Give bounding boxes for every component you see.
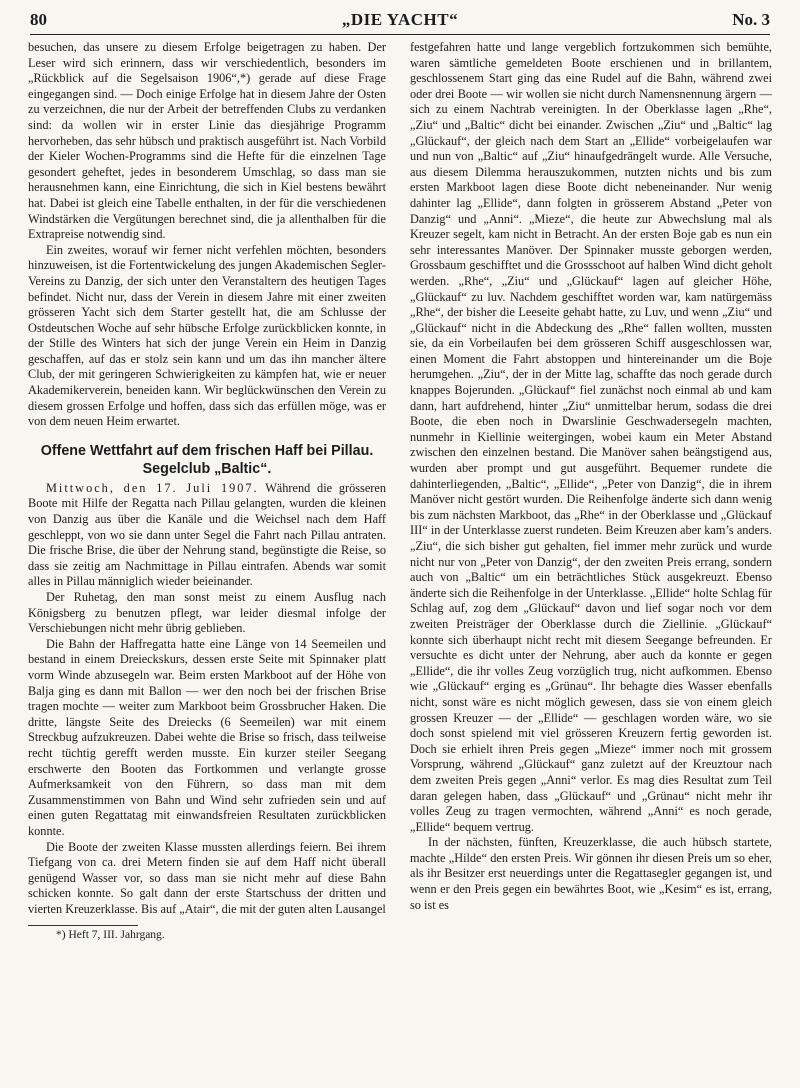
paragraph: Der Ruhetag, den man sonst meist zu einem Ausflug nach Königsberg zu benutzen pflegt, war leider diesmal infolge der Verschiebungen nicht mehr übrig geblieben.	[28, 590, 386, 636]
page-number: 80	[30, 10, 47, 29]
left-column	[28, 40, 386, 942]
paragraph: Ein zweites, worauf wir ferner nicht verfehlen möchten, besonders hinzuweisen, ist die Fortentwickelung des jungen Akademischen Segler-Vereins zu Danzig, der sich unter den Veranstaltern des heutigen Tages befindet. Nicht nur, dass der Verein in diesem Jahre mit einer zweiten grösseren Yacht sich dem Starter gestellt hat, die am Schlusse der Ostdeutschen Woche auf sehr hübsche Erfolge zurückblicken konnte, in der Stille des Winters hat sich der junge Verein ein Heim in Danzig geschaffen, auf das er stolz sein kann und um das ihn mancher ältere Club, der mit geringeren Schwierigkeiten zu kämpfen hat, wie er neuer Akademikerverein, beneiden kann. Wir beglückwünschen den Verein zu diesem grossen Erfolge und hoffen, dass sich das erfüllen möge, was er von dem neuen Heim erwartet.	[28, 242, 386, 429]
report-date: Mittwoch, den 17. Juli 1907.	[46, 480, 259, 495]
footnote-divider	[28, 925, 138, 926]
paragraph: Die Bahn der Haffregatta hatte eine Länge von 14 Seemeilen und bestand in einem Dreieckskurs, dessen erste Seite mit Spinnaker platt vorm Winde abzusegeln war. Beim ersten Markboot auf der Höhe von Balja ging es dann mit Ballon — wer den noch bei der frischen Brise tragen mochte — weiter zum Markboot beim Grossbrucher Haken. Die dritte, längste Seite des Dreiecks (6 Seemeilen) war mit einem Streckbug aufzukreuzen. Dabei wehte die Brise so frisch, dass teilweise recht tüchtig gerefft werden musste. Ein kurzer steiler Seegang erschwerte den Booten das Fortkommen und verlangte grosse Aufmerksamkeit von den Führern, so dass man mit dem Zusammenstimmen von Bahn und Wind sehr zufrieden sein und auf einen guten Regattatag mit einwandsfreien Resultaten zurückblicken konnte.	[28, 636, 386, 838]
paragraph: besuchen, das unsere zu diesem Erfolge beigetragen zu haben. Der Leser wird sich erinnern, dass wir verschiedentlich, besonders im „Rückblick auf die Segelsaison 1906“,*) gerade auf diese Frage eingegangen sind. — Doch einige Erfolge hat in diesem Jahre der Osten zu verzeichnen, die nur der Arbeit der betreffenden Clubs zu verdanken sind: da wollen wir in erster Linie das diesjährige Programm hervorheben, das sehr hübsch und praktisch ausgeführt ist. Nach Vorbild der Kieler Wochen-Programms sind die Hefte für die einzelnen Tage gesondert geheftet, jedes in besonderem Umschlag, so dass man sie herausnehmen kann, eine Einrichtung, die sich in Kiel bestens bewährt hat. Dabei ist gleich eine Tabelle enthalten, in der für die verschiedenen Windstärken die Vergütungen berechnet sind, die ja allenthalben für die Extrapreise notwendig sind.	[28, 40, 386, 242]
paragraph	[28, 481, 386, 590]
issue-number: No. 3	[732, 10, 770, 29]
section-heading: Offene Wettfahrt auf dem frischen Haff bei Pillau. Segelclub „Baltic“.	[40, 442, 374, 477]
journal-title: „DIE YACHT“	[341, 10, 459, 29]
paragraph: festgefahren hatte und lange vergeblich fortzukommen sich bemühte, waren sämtliche gemeldeten Boote erschienen und in brillantem, geschlossenem Start ging das eine Rudel auf die Bahn, während zwei oder drei Boote — wir wollen sie nicht durch Namensnennung ärgern — sich zu einem Nachtrab vereinigten. In der Oberklasse lagen „Rhe“, „Ziu“ und „Baltic“ dicht bei einander. Zwischen „Ziu“ und „Baltic“ lag „Glückauf“, der gleich nach dem Start an „Ellide“ vorbeigelaufen war und nun von „Baltic“ auf „Ziu“ hinaufgedrängelt wurde. Alle Versuche, aus diesem Dilemma herauszukommen, nutzten nichts und bis zum ersten Markboot lagen diese Boote dicht nebeneinander. Nur wenig dahinter lag „Ellide“, dann folgten in grösserem Abstand „Peter von Danzig“ und „Anni“. „Mieze“, die heute zur Abwechslung mal als Kreuzer segelt, kam nicht in Betracht. An der ersten Boje gab es nun ein sehr interessantes Manöver. Der Spinnaker musste geborgen werden, Grossbaum geschifftet und die Grossschoot auf halben Wind dicht geholt werden. „Rhe“, „Ziu“ und „Glückauf“ lagen auf gleicher Höhe, „Glückauf“ zu luv. Nachdem geschifftet worden war, kam natürgemäss „Rhe“, der bisher die Leeseite gehabt hatte, zu Luv, und wenn „Ziu“ und „Glückauf“ nicht in die Abdeckung des „Rhe“ fallen wollten, mussten sie, da ein Vorbeilaufen bei dem grösseren Schiff ausgeschlossen war, einen Moment die Fahrt abstoppen und hintereinander um die Boje herumgehen. „Ziu“, der in der Mitte lag, schaffte das noch gerade durch knappes Bojerunden. „Glückauf“ fiel zunächst noch einmal ab und kam dann, hart aufdrehend, hinter „Ziu“ unmittelbar herum, sodass die drei Boote, die eben noch in Dwarslinie Geschwadersegeln machten, nunmehr in Kiellinie weitergingen, wobei kaum ein Meter Abstand zwischen den einzelnen bestand. Die Manöver sahen beängstigend aus, wurden aber prompt und gut ausgeführt. Bequemer rundete die dahinterliegenden, „Baltic“, „Ellide“, „Peter von Danzig“, die in ihrem Manöver nicht gestört wurden. Die Reihenfolge änderte sich dann wenig bis zum nächsten Markboot, das „Rhe“ in der Oberklasse und „Glückauf III“ in der Unterklasse zuerst rundeten. Beim Kreuzen aber kam’s anders. „Ziu“, die sich bisher gut gehalten, fiel immer mehr zurück und wurde nicht nur von „Peter von Danzig“, der den zweiten Preis errang, sondern auch von „Baltic“ um ein beträchtliches Stück ausgekreuzt. Ebenso änderte sich die Reihenfolge in der Unterklasse. „Ellide“ holte Schlag für Schlag auf, zog dem „Glückauf“ davon und lief sogar noch vor dem zweiten Preisträger der Oberklasse durch die Ziellinie. „Glückauf“ konnte sich überhaupt nicht recht mit diesem Seegange befreunden. Er versuchte es dicht unter der Nehrung, aber auch da konnte er gegen „Ellide“, die ihr volles Zeug vorzüglich trug, nicht aufkommen. Ebenso wie „Glückauf“ erging es „Grünau“. Ihr behagte dies Wasser ebenfalls nicht, sonst wäre es nicht möglich gewesen, dass sie von einem gleich grossen Kreuzer — der „Ellide“ — geschlagen worden wäre, wo sie doch sonst spielend mit viel grösseren Kreuzern fertig geworden ist. Doch sie erhielt ihren Preis gegen „Mieze“ immer noch mit grossem Vorsprung, während „Glückauf“ ganz zuletzt auf der Kreuztour nach dem zweiten Preis gegen „Anni“ verlor. Es mag dies Resultat zum Teil daran gelegen haben, dass „Glückauf“ und „Grünau“ nicht mehr ihr volles Zeug zu tragen vermochten, während „Anni“ es noch gerade, „Ellide“ bequem vertrug.	[410, 40, 772, 834]
paragraph: In der nächsten, fünften, Kreuzerklasse, die auch hübsch startete, machte „Hilde“ den ersten Preis. Wir gönnen ihr diesen Preis um so eher, als ihr Besitzer erst neuerdings unter die Regattasegler gegangen ist, und wenn er den Preis gegen ein bewährtes Boot, wie „Kesim“ es ist, errang, so ist es	[410, 835, 772, 912]
paragraph-text: Während die grösseren Boote mit Hilfe der Regatta nach Pillau gelangten, wurden die kleinen von Danzig aus über die Kanäle und die Weichsel nach dem Haff geschleppt, von wo sie dann unter Segel die Fahrt nach Pillau antraten. Die frische Brise, die über der Nehrung stand, begünstigte die Reise, so dass sie zeitig am Nachmittage in Pillau eintrafen. Abends war somit alles in Pillau männiglich wieder beieinander.	[28, 480, 386, 589]
paragraph: Die Boote der zweiten Klasse mussten allerdings feiern. Bei ihrem Tiefgang von ca. drei Metern finden sie auf dem Haff nicht überall genügend Wasser vor, so dass man sie nicht mehr auf diese Bahn schicken konnte. So galt dann der erste Startschuss der dritten und vierten Kreuzerklasse. Bis auf „Atair“, die mit der guten alten Lausangel	[28, 839, 386, 916]
footnote: *) Heft 7, III. Jahrgang.	[56, 929, 165, 942]
page-header	[30, 6, 770, 35]
right-column	[410, 40, 772, 913]
